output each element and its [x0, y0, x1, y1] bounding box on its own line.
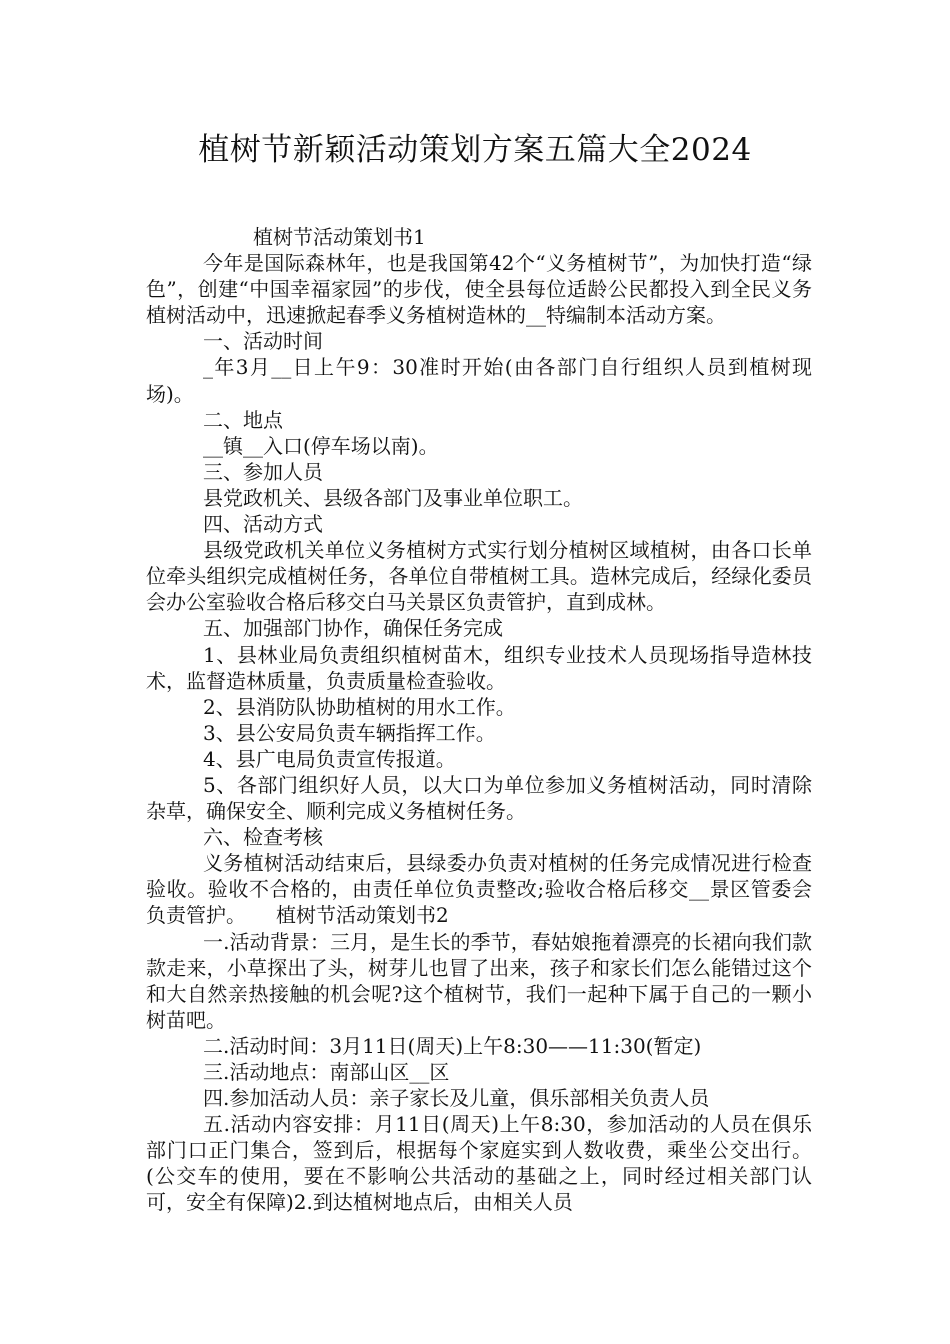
section-heading: 植树节活动策划书1: [253, 225, 426, 249]
paragraph: 一.活动背景：三月，是生长的季节，春姑娘拖着漂亮的长裙向我们款款走来，小草探出了头，树芽儿也冒了出来，孩子和家长们怎么能错过这个和大自然亲热接触的机会呢?这个植树节，我们一起种下属于自己的一颗小树苗吧。: [146, 929, 812, 1032]
paragraph: 四.参加活动人员：亲子家长及儿童，俱乐部相关负责人员: [203, 1086, 710, 1111]
paragraph: 今年是国际森林年，也是我国第42个“义务植树节”，为加快打造“绿色”，创建“中国幸福家园”的步伐，使全县每位适龄公民都投入到全民义务植树活动中，迅速掀起春季义务植树造林的__特编制本活动方案。: [146, 251, 812, 328]
section-heading: 二、地点: [203, 407, 283, 432]
paragraph: _年3月__日上午9：30准时开始(由各部门自行组织人员到植树现场)。: [146, 355, 812, 406]
document-body: [146, 224, 812, 1216]
paragraph: 三.活动地点：南部山区__区: [203, 1060, 450, 1084]
paragraph: 二.活动时间：3月11日(周天)上午8:30——11:30(暂定): [203, 1033, 702, 1058]
paragraph: 义务植树活动结束后，县绿委办负责对植树的任务完成情况进行检查验收。验收不合格的，由责任单位负责整改;验收合格后移交__景区管委会负责管护。 植树节活动策划书2: [146, 851, 812, 928]
list-item: 5、各部门组织好人员，以大口为单位参加义务植树活动，同时清除杂草，确保安全、顺利完成义务植树任务。: [146, 772, 812, 824]
list-item: 4、县广电局负责宣传报道。: [203, 746, 456, 771]
list-item: 1、县林业局负责组织植树苗木，组织专业技术人员现场指导造林技术，监督造林质量，负责质量检查验收。: [146, 642, 812, 693]
section-heading: 五、加强部门协作，确保任务完成: [203, 616, 503, 641]
section-heading: 三、参加人员: [203, 459, 323, 484]
paragraph: 县级党政机关单位义务植树方式实行划分植树区域植树，由各口长单位牵头组织完成植树任务，各单位自带植树工具。造林完成后，经绿化委员会办公室验收合格后移交白马关景区负责管护，直到成林。: [146, 538, 812, 615]
section-heading: 四、活动方式: [203, 512, 323, 537]
list-item: 3、县公安局负责车辆指挥工作。: [203, 720, 496, 745]
section-heading: 一、活动时间: [203, 329, 323, 354]
section-heading: 六、检查考核: [203, 825, 323, 850]
list-item: 2、县消防队协助植树的用水工作。: [203, 694, 516, 719]
paragraph: 五.活动内容安排：月11日(周天)上午8:30，参加活动的人员在俱乐部门口正门集合，签到后，根据每个家庭实到人数收费，乘坐公交出行。(公交车的使用，要在不影响公共活动的基础之上，同时经过相关部门认可，安全有保障)2.到达植树地点后，由相关人员: [146, 1112, 812, 1215]
paragraph: __镇__入口(停车场以南)。: [203, 433, 439, 458]
paragraph: 县党政机关、县级各部门及事业单位职工。: [203, 485, 583, 510]
document-title: 植树节新颖活动策划方案五篇大全2024: [198, 132, 752, 168]
